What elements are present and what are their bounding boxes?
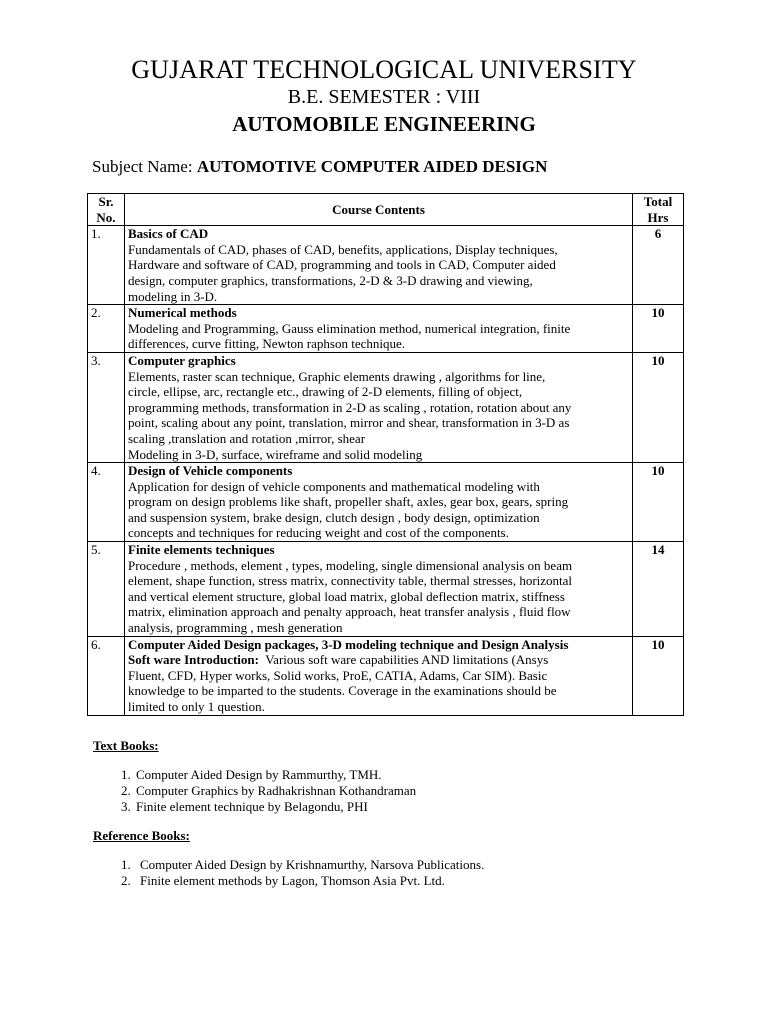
description-line: Fluent, CFD, Hyper works, Solid works, ProE, CATIA, Adams, Car SIM). Basic xyxy=(128,667,548,683)
topic-description xyxy=(128,558,629,636)
description-line: program on design problems like shaft, propeller shaft, axles, gear box, gears, spring xyxy=(128,494,569,510)
description-line: circle, ellipse, arc, rectangle etc., drawing of 2-D elements, filling of object, xyxy=(128,384,523,400)
total-hrs-cell: 10 xyxy=(633,305,684,353)
description-line: Modeling and Programming, Gauss elimination method, numerical integration, finite xyxy=(128,320,571,336)
topic-description xyxy=(128,652,629,714)
book-item: 2. Computer Graphics by Radhakrishnan Kothandraman xyxy=(134,783,694,799)
course-content-cell xyxy=(125,542,633,637)
description-line: scaling ,translation and rotation ,mirror, shear xyxy=(128,430,366,446)
description-line: and suspension system, brake design, clutch design , body design, optimization xyxy=(128,509,540,525)
course-contents-header: Course Contents xyxy=(125,194,633,226)
book-item: 1. Computer Aided Design by Krishnamurthy, Narsova Publications. xyxy=(134,857,694,873)
course-content-cell xyxy=(125,226,633,305)
topic-title: Design of Vehicle components xyxy=(128,463,293,479)
subtopic-title: Soft ware Introduction: xyxy=(128,652,259,668)
sr-no-cell: 2. xyxy=(88,305,125,353)
topic-title: Numerical methods xyxy=(128,305,237,321)
topic-description xyxy=(128,369,629,463)
sr-no-cell: 4. xyxy=(88,463,125,542)
subject-name: AUTOMOTIVE COMPUTER AIDED DESIGN xyxy=(196,157,548,176)
course-content-cell xyxy=(125,305,633,353)
total-hrs-cell: 14 xyxy=(633,542,684,637)
topic-description xyxy=(128,321,629,352)
topic-title: Computer graphics xyxy=(128,352,236,368)
branch-heading: AUTOMOBILE ENGINEERING xyxy=(232,112,536,136)
text-books-list xyxy=(113,767,694,815)
description-line: Hardware and software of CAD, programming and tools in CAD, Computer aided xyxy=(128,257,556,273)
table-row xyxy=(88,226,684,305)
table-row xyxy=(88,542,684,637)
sr-no-cell: 3. xyxy=(88,352,125,462)
description-line: matrix, elimination approach and penalty approach, heat transfer analysis , fluid flow xyxy=(128,604,571,620)
description-line: Procedure , methods, element , types, modeling, single dimensional analysis on beam xyxy=(128,557,573,573)
subject-line xyxy=(92,156,547,178)
total-hrs-cell: 6 xyxy=(633,226,684,305)
university-title: GUJARAT TECHNOLOGICAL UNIVERSITY xyxy=(131,55,637,84)
topic-title: Finite elements techniques xyxy=(128,542,275,558)
course-content-cell xyxy=(125,352,633,462)
book-item: 3. Finite element technique by Belagondu, PHI xyxy=(134,799,694,815)
topic-title: Basics of CAD xyxy=(128,226,209,242)
course-content-cell xyxy=(125,463,633,542)
topic-description xyxy=(128,242,629,304)
description-line: knowledge to be imparted to the students. Coverage in the examinations should be xyxy=(128,683,557,699)
description-line: and vertical element structure, global load matrix, global deflection matrix, stiffness xyxy=(128,588,565,604)
description-line: Modeling in 3-D, surface, wireframe and solid modeling xyxy=(128,446,423,462)
table-row xyxy=(88,352,684,462)
sr-no-header: Sr. No. xyxy=(88,194,125,226)
description-line: limited to only 1 question. xyxy=(128,699,265,714)
course-contents-table xyxy=(87,193,684,716)
semester-heading: B.E. SEMESTER : VIII xyxy=(287,86,481,108)
course-content-cell xyxy=(125,636,633,715)
subject-label: Subject Name: xyxy=(92,157,197,176)
reference-books-heading: Reference Books: xyxy=(93,828,190,843)
description-line: Elements, raster scan technique, Graphic elements drawing , algorithms for line, xyxy=(128,368,546,384)
description-line: element, shape function, stress matrix, connectivity table, thermal stresses, horizontal xyxy=(128,573,573,589)
description-line: Various soft ware capabilities AND limitations (Ansys xyxy=(258,652,549,668)
total-hrs-header: Total Hrs xyxy=(633,194,684,226)
table-row xyxy=(88,636,684,715)
description-line: modeling in 3-D. xyxy=(128,288,218,304)
description-line: differences, curve fitting, Newton raphson technique. xyxy=(128,336,405,352)
total-hrs-cell: 10 xyxy=(633,463,684,542)
description-line: analysis, programming , mesh generation xyxy=(128,620,343,636)
description-line: Fundamentals of CAD, phases of CAD, benefits, applications, Display techniques, xyxy=(128,241,558,257)
topic-description xyxy=(128,479,629,541)
book-item: 2. Finite element methods by Lagon, Thomson Asia Pvt. Ltd. xyxy=(134,873,694,889)
description-line: Application for design of vehicle components and mathematical modeling with xyxy=(128,478,540,494)
description-line: point, scaling about any point, translation, mirror and shear, transformation in 3-D as xyxy=(128,415,570,431)
sr-no-cell: 5. xyxy=(88,542,125,637)
table-row xyxy=(88,463,684,542)
description-line: programming methods, transformation in 2-D as scaling , rotation, rotation about any xyxy=(128,399,572,415)
description-line: design, computer graphics, transformations, 2-D & 3-D drawing and viewing, xyxy=(128,272,533,288)
text-books-heading: Text Books: xyxy=(93,738,159,753)
topic-title: Computer Aided Design packages, 3-D modeling technique and Design Analysis xyxy=(128,636,569,652)
sr-no-cell: 6. xyxy=(88,636,125,715)
description-line: concepts and techniques for reducing weight and cost of the components. xyxy=(128,525,509,541)
reference-books-list xyxy=(113,857,694,889)
sr-no-cell: 1. xyxy=(88,226,125,305)
total-hrs-cell: 10 xyxy=(633,636,684,715)
book-item: 1. Computer Aided Design by Rammurthy, TMH. xyxy=(134,767,694,783)
total-hrs-cell: 10 xyxy=(633,352,684,462)
table-row xyxy=(88,305,684,353)
table-header-row xyxy=(88,194,684,226)
